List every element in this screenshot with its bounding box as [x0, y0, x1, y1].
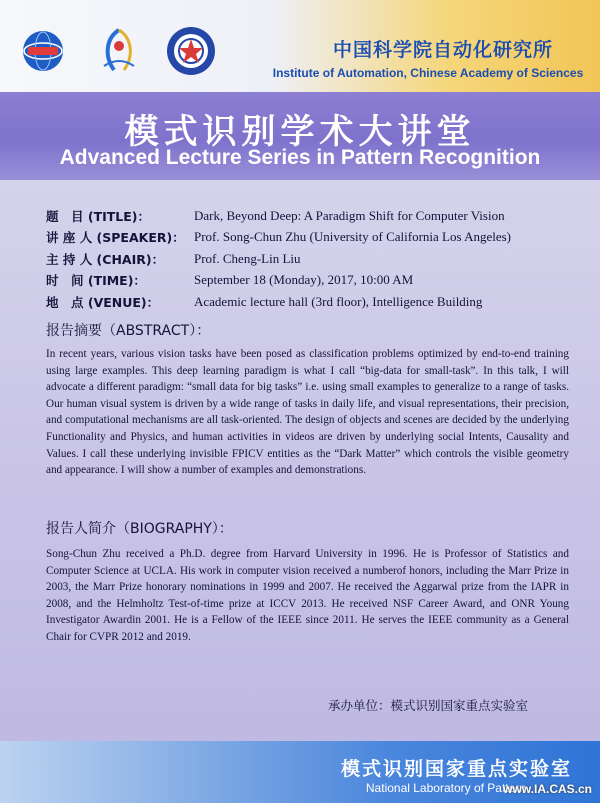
title-label: 题 目 (TITLE)： — [46, 209, 150, 224]
info-row-chair — [46, 250, 586, 271]
lecture-series-title-cn: 模式识别学术大讲堂 — [124, 112, 476, 152]
biography-text: Song-Chun Zhu received a Ph.D. degree from Harvard University in 1996. He is Professor of Statistics and Computer Science at UCLA. His work in computer vision received a numberof honors, including the Marr Prize in 2003, the Marr Prize honorary nominations in 1999 and 2007. He received the Aggarwal prize from the IAPR in 2008, and the Helmholtz Test-of-time prize at ICCV 2013. He received NSF Career Award, and ONR Young Investigator Awardin 2001. He is a Fellow of the IEEE since 2011. He serves the IEEE community as a General Chair for CVPR 2012 and 2019. — [46, 548, 569, 643]
cas-logo — [96, 26, 142, 76]
lecture-info — [46, 207, 586, 314]
info-row-title — [46, 207, 586, 228]
time-value: September 18 (Monday), 2017, 10:00 AM — [194, 272, 414, 288]
footer-lab-name-en: National Laboratory of Pattern — [365, 781, 526, 795]
organizer: 承办单位：模式识别国家重点实验室 — [327, 698, 528, 713]
chair-label: 主 持 人 (CHAIR)： — [46, 251, 165, 267]
institute-seal-icon — [166, 26, 216, 76]
title-value: Dark, Beyond Deep: A Paradigm Shift for Computer Vision — [194, 208, 505, 223]
biography-heading: 报告人简介（BIOGRAPHY）： — [46, 521, 233, 537]
venue-value: Academic lecture hall (3rd floor), Intelligence Building — [194, 293, 483, 309]
time-label: 时 间 (TIME)： — [46, 273, 146, 289]
speaker-label: 讲 座 人 (SPEAKER)： — [46, 230, 185, 246]
institute-name-cn: 中国科学院自动化研究所 — [332, 39, 553, 61]
abstract-heading: 报告摘要（ABSTRACT）： — [46, 323, 211, 339]
info-row-speaker — [46, 228, 586, 249]
lecture-series-title-en: Advanced Lecture Series in Pattern Recognition — [59, 146, 541, 169]
info-row-venue — [46, 293, 586, 314]
info-row-time — [46, 271, 586, 292]
footer-lab-name-cn: 模式识别国家重点实验室 — [340, 758, 572, 780]
chair-value: Prof. Cheng-Lin Liu — [194, 250, 301, 266]
abstract-text: In recent years, various vision tasks have been posed as classification problems optimized by end-to-end training using large examples. This deep learning paradigm is what I call “big-data for small-task”. In this talk, I will advocate a different paradigm: “small data for big tasks” i.e. using small examples to generalize to a range of tasks. Our human visual system is driven by a wide range of tasks in daily life, and visual representations, their precision, and computational mechanisms are all task-oriented. The design of objects and scenes are decided by the underlying Functionality and Physics, and human activities in videos are driven by underlying social Intents, Causality and Values. I call these underlying invisible FPICV entities as the “Dark Matter” which controls the visible geometry and appearance. I will show a number of examples and demonstrations. — [46, 348, 569, 477]
website-watermark: www.IA.CAS.cn — [503, 782, 592, 796]
casia-logo — [22, 30, 64, 72]
institute-name-en: Institute of Automation, Chinese Academy of Sciences — [272, 66, 584, 80]
speaker-value: Prof. Song-Chun Zhu (University of California Los Angeles) — [194, 229, 512, 245]
venue-label: 地 点 (VENUE)： — [46, 294, 160, 310]
